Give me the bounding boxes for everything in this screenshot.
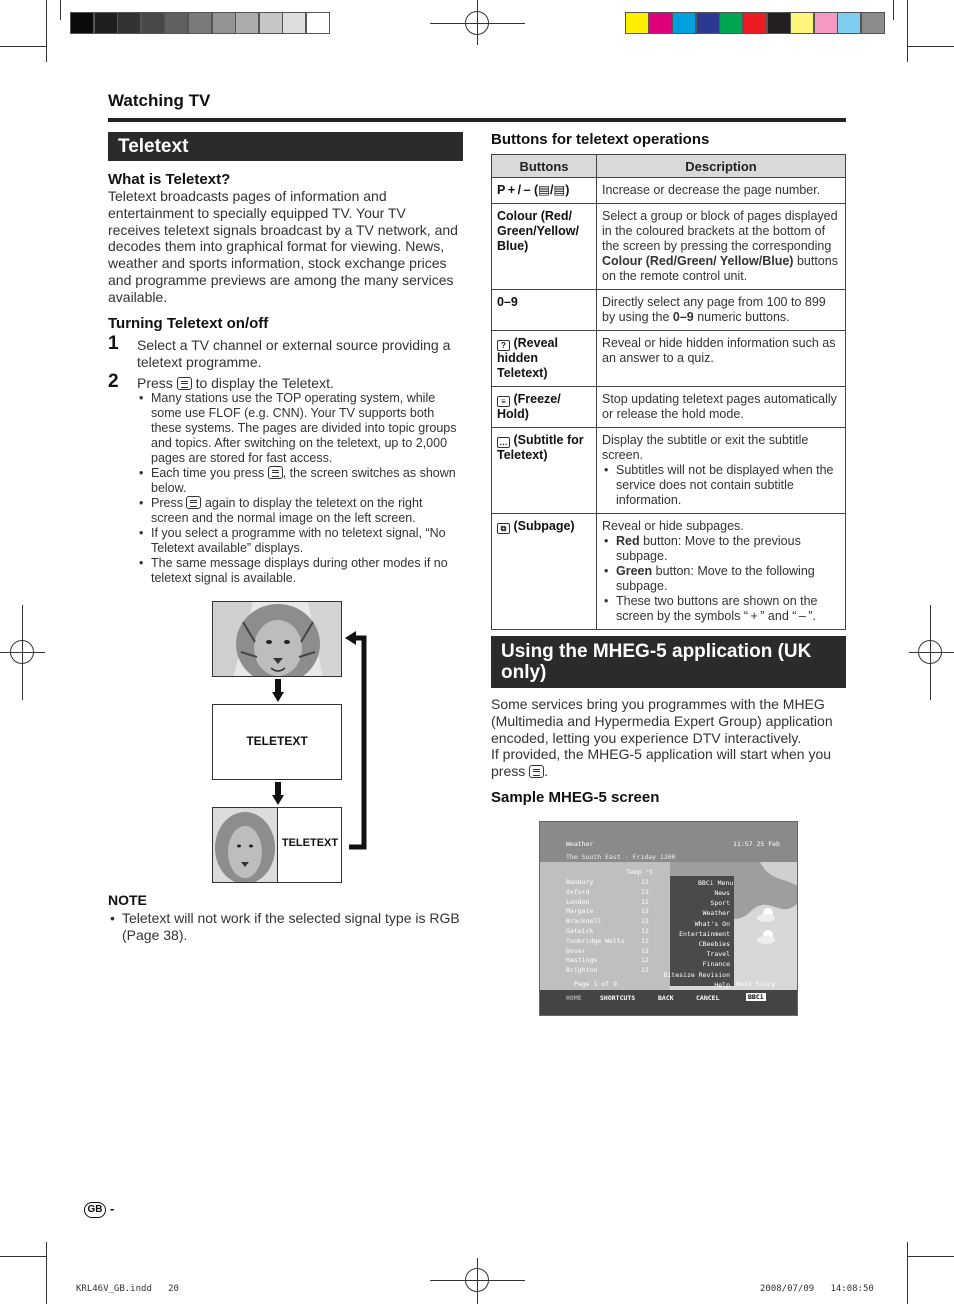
weather-cloud-icon xyxy=(756,907,778,923)
button-cell: 0–9 xyxy=(492,290,597,331)
menu-item: Weather xyxy=(702,909,730,918)
table-row xyxy=(492,514,846,630)
description-cell: Stop updating teletext pages automatically or release the hold mode. xyxy=(597,387,846,428)
note-heading: NOTE xyxy=(108,892,147,908)
table-row xyxy=(492,290,846,331)
step-1-number: 1 xyxy=(108,333,119,354)
town-name: Dover xyxy=(566,946,586,955)
grey-swatch xyxy=(141,12,165,34)
desc-text: Directly select any page from 100 to 899 by using the xyxy=(602,295,826,324)
table-row xyxy=(492,428,846,514)
button-cell xyxy=(492,331,597,387)
button-label: (Freeze/ Hold) xyxy=(497,392,561,421)
lion-image-small xyxy=(213,808,277,883)
description-cell xyxy=(597,428,846,514)
desc-bold: Red xyxy=(616,534,640,548)
reveal-icon: ? xyxy=(497,340,510,351)
step-1-text: Select a TV channel or external source providing a teletext programme. xyxy=(137,337,451,370)
color-swatch xyxy=(767,12,791,34)
color-swatch xyxy=(672,12,696,34)
lion-image xyxy=(213,602,342,677)
town-temp: 12 xyxy=(641,936,649,945)
grey-swatch xyxy=(94,12,118,34)
page-dash: - xyxy=(110,1201,115,1216)
color-swatch xyxy=(743,12,767,34)
town-temp: 12 xyxy=(641,878,649,886)
menu-item: What's On xyxy=(694,919,730,928)
button-cell xyxy=(492,387,597,428)
mheg-body-2-post: . xyxy=(544,762,549,779)
step-2-post: to display the Teletext. xyxy=(195,375,334,391)
teletext-buttons-table xyxy=(491,154,846,630)
screen-time: 11:57 25 Feb xyxy=(733,840,780,848)
color-swatch xyxy=(837,12,861,34)
crop-mark xyxy=(893,0,894,20)
crop-mark xyxy=(907,46,954,47)
crop-mark xyxy=(907,1256,954,1257)
region-badge xyxy=(84,1202,106,1218)
desc-text: buttons on the remote control unit. xyxy=(602,254,838,283)
menu-item: News xyxy=(714,889,730,897)
desc-bullet: • These two buttons are shown on the screen by the symbols “ + ” and “ – ”. xyxy=(602,594,840,624)
section-rule xyxy=(108,118,846,122)
menu-item: Bitesize Revision xyxy=(663,970,730,979)
registration-mark xyxy=(477,0,478,45)
desc-text: Reveal or hide subpages. xyxy=(602,519,744,533)
grey-swatch xyxy=(235,12,259,34)
crop-mark xyxy=(46,1242,47,1304)
bullet-no-signal: • If you select a programme with no teletext signal, “No Teletext available” displays. xyxy=(137,526,463,556)
desc-text: Display the subtitle or exit the subtitle screen. xyxy=(602,433,809,462)
town-temp: 13 xyxy=(641,887,649,896)
what-body: Teletext broadcasts pages of information and entertainment to specially equipped TV. Your TV receives teletext signals broadcast by a TV network, and decodes them into graphical format for viewing. News, weather and sports information, stock exchange prices and programme previews are among the many services available. xyxy=(108,188,458,305)
bullet-press-again xyxy=(137,496,463,526)
table-row xyxy=(492,331,846,387)
grey-swatch xyxy=(164,12,188,34)
desc-text: Select a group or block of pages displayed in the coloured brackets at the bottom of the screen by pressing the corresponding xyxy=(602,209,838,253)
mheg-body-1: Some services bring you programmes with the MHEG (Multimedia and Hypermedia Expert Group) application encoded, letting you experience DTV interactively. xyxy=(491,696,833,746)
menu-item: Entertainment xyxy=(679,929,730,938)
region-badge-text: GB xyxy=(87,1204,103,1215)
button-label: (Reveal hidden Teletext) xyxy=(497,336,558,380)
town-name: Banbury xyxy=(566,878,594,886)
town-name: Margate xyxy=(566,907,594,916)
bullet-press-again-pre: Press xyxy=(151,496,183,510)
arrow-down-icon xyxy=(272,679,284,703)
teletext-label: TELETEXT xyxy=(246,734,308,748)
weather-cloud-icon xyxy=(756,929,778,945)
town-temp: 12 xyxy=(641,897,649,906)
file-info: KRL46V_GB.indd 20 xyxy=(76,1284,179,1294)
teletext-button-icon xyxy=(186,496,201,509)
grey-swatch xyxy=(282,12,306,34)
desc-bold: Green xyxy=(616,564,653,578)
town-name: Tonbridge Wells xyxy=(566,936,625,945)
registration-mark xyxy=(477,1258,478,1304)
desc-bullet: • Subtitles will not be displayed when the service does not contain subtitle information. xyxy=(602,463,840,508)
table-row xyxy=(492,387,846,428)
bullet-top-flof: • Many stations use the TOP operating system, while some use FLOF (e.g. CNN). Your TV supports both these systems. The pages are divided into topic groups and topics. After switching on the teletext, up to 2,000 pages are stored for fast access. xyxy=(137,391,463,466)
teletext-button-icon xyxy=(177,377,192,390)
town-temp: 12 xyxy=(641,966,649,975)
table-row xyxy=(492,178,846,204)
crop-mark xyxy=(907,1242,908,1304)
mheg-sample-screen xyxy=(539,821,798,1016)
table-header-row xyxy=(492,155,846,178)
description-cell xyxy=(597,290,846,331)
bullet-each-time-pre: Each time you press xyxy=(151,466,265,480)
color-swatch xyxy=(625,12,649,34)
button-label: (Subpage) xyxy=(513,519,575,533)
button-cell xyxy=(492,514,597,630)
bullet-each-time xyxy=(137,466,463,496)
desc-bullet xyxy=(602,534,840,564)
crop-mark xyxy=(0,1256,47,1257)
desc-bullet xyxy=(602,564,840,594)
grey-swatch xyxy=(188,12,212,34)
step-2-text xyxy=(137,375,463,392)
bullet-same-message: • The same message displays during other modes if no teletext signal is available. xyxy=(137,556,463,586)
bullet-each-time-post: , the screen switches as shown below. xyxy=(151,466,456,495)
button-cell xyxy=(492,428,597,514)
bbci-logo: BBCi xyxy=(748,993,764,1001)
grey-swatch xyxy=(306,12,330,34)
description-cell: Increase or decrease the page number. xyxy=(597,178,846,204)
screen-title: Weather xyxy=(566,840,594,848)
town-temp: 12 xyxy=(641,907,649,916)
next-story: Next Story xyxy=(736,980,776,988)
nav-home: HOME xyxy=(566,994,582,1002)
turning-heading: Turning Teletext on/off xyxy=(108,315,269,332)
mheg-title: Using the MHEG-5 application (UK only) xyxy=(501,641,812,683)
description-cell: Reveal or hide hidden information such as an answer to a quiz. xyxy=(597,331,846,387)
screen-subtitle: The South East - Friday 1200 xyxy=(566,853,676,861)
crop-mark xyxy=(60,0,61,20)
crop-mark xyxy=(907,0,908,62)
teletext-title-bar xyxy=(108,132,463,161)
description-cell xyxy=(597,514,846,630)
desc-text: button: Move to the following subpage. xyxy=(616,564,815,593)
mheg-title-bar xyxy=(491,636,846,688)
mheg-body-2 xyxy=(491,746,847,780)
color-swatch xyxy=(649,12,673,34)
step-2-number: 2 xyxy=(108,371,119,392)
note-body xyxy=(108,910,460,944)
color-swatch xyxy=(814,12,838,34)
color-swatch xyxy=(696,12,720,34)
town-temp: 12 xyxy=(641,956,649,965)
crop-mark xyxy=(46,0,47,62)
buttons-heading: Buttons for teletext operations xyxy=(491,131,710,148)
teletext-full-frame xyxy=(212,704,342,780)
desc-bold: 0–9 xyxy=(672,310,694,324)
nav-shortcuts: SHORTCUTS xyxy=(600,994,636,1002)
sample-heading: Sample MHEG-5 screen xyxy=(491,789,660,806)
subtitle-icon: … xyxy=(497,437,510,448)
town-name: Gatwick xyxy=(566,927,594,935)
menu-item: Finance xyxy=(702,960,730,969)
col-buttons: Buttons xyxy=(492,155,597,178)
color-swatch xyxy=(861,12,885,34)
tv-image-frame xyxy=(212,601,342,677)
crop-mark xyxy=(0,46,47,47)
town-name: Bracknell xyxy=(566,917,602,926)
what-heading: What is Teletext? xyxy=(108,171,231,188)
menu-title: BBCi Menu xyxy=(698,879,734,887)
button-cell: Colour (Red/ Green/Yellow/ Blue) xyxy=(492,204,597,290)
date-info: 2008/07/09 14:08:50 xyxy=(760,1284,874,1294)
note-bullet: • Teletext will not work if the selected signal type is RGB (Page 38). xyxy=(108,910,460,944)
bullet-press-again-post: again to display the teletext on the right screen and the normal image on the left screen. xyxy=(151,496,423,525)
registration-mark xyxy=(909,652,954,653)
step-2-pre: Press xyxy=(137,375,173,391)
col-description: Description xyxy=(597,155,846,178)
mheg-body-2-pre: If provided, the MHEG-5 application will start when you press xyxy=(491,746,832,779)
town-name: Hastings xyxy=(566,956,598,965)
nav-cancel: CANCEL xyxy=(696,994,720,1002)
teletext-title: Teletext xyxy=(118,136,189,157)
freeze-icon: ≡ xyxy=(497,396,510,407)
town-name: Brighton xyxy=(566,966,598,975)
teletext-button-icon xyxy=(529,765,544,778)
grey-swatch xyxy=(212,12,236,34)
table-row xyxy=(492,204,846,290)
description-cell xyxy=(597,204,846,290)
button-label: (Subtitle for Teletext) xyxy=(497,433,584,462)
town-temp: 12 xyxy=(641,946,649,955)
town-temp: 12 xyxy=(641,927,649,935)
arrow-down-icon xyxy=(272,782,284,806)
color-swatch xyxy=(790,12,814,34)
split-screen-frame xyxy=(212,807,342,883)
return-arrow-icon xyxy=(343,630,369,850)
menu-item: Travel xyxy=(706,950,730,959)
step-2-bullets xyxy=(137,391,463,586)
nav-back: BACK xyxy=(658,994,674,1002)
grey-swatch xyxy=(117,12,141,34)
town-temp: 12 xyxy=(641,917,649,926)
desc-bold: Colour (Red/Green/ Yellow/Blue) xyxy=(602,254,794,268)
menu-item: Help xyxy=(714,980,730,989)
desc-text: numeric buttons. xyxy=(693,310,790,324)
subpage-icon: ⧉ xyxy=(497,523,510,534)
page-indicator: Page 1 of 9 xyxy=(574,980,618,988)
teletext-label: TELETEXT xyxy=(281,837,339,849)
color-swatch xyxy=(719,12,743,34)
grey-swatch xyxy=(70,12,94,34)
button-cell: P + / – (▤/▤) xyxy=(492,178,597,204)
grey-swatch xyxy=(259,12,283,34)
temp-header: Temp °C xyxy=(626,868,654,876)
teletext-button-icon xyxy=(268,466,283,479)
desc-text: button: Move to the previous subpage. xyxy=(616,534,801,563)
registration-mark xyxy=(930,605,931,700)
menu-item: CBeebies xyxy=(698,940,730,948)
registration-mark xyxy=(22,605,23,700)
section-title: Watching TV xyxy=(108,91,211,110)
town-name: London xyxy=(566,897,590,906)
menu-item: Sport xyxy=(710,899,730,908)
town-name: Oxford xyxy=(566,887,590,896)
